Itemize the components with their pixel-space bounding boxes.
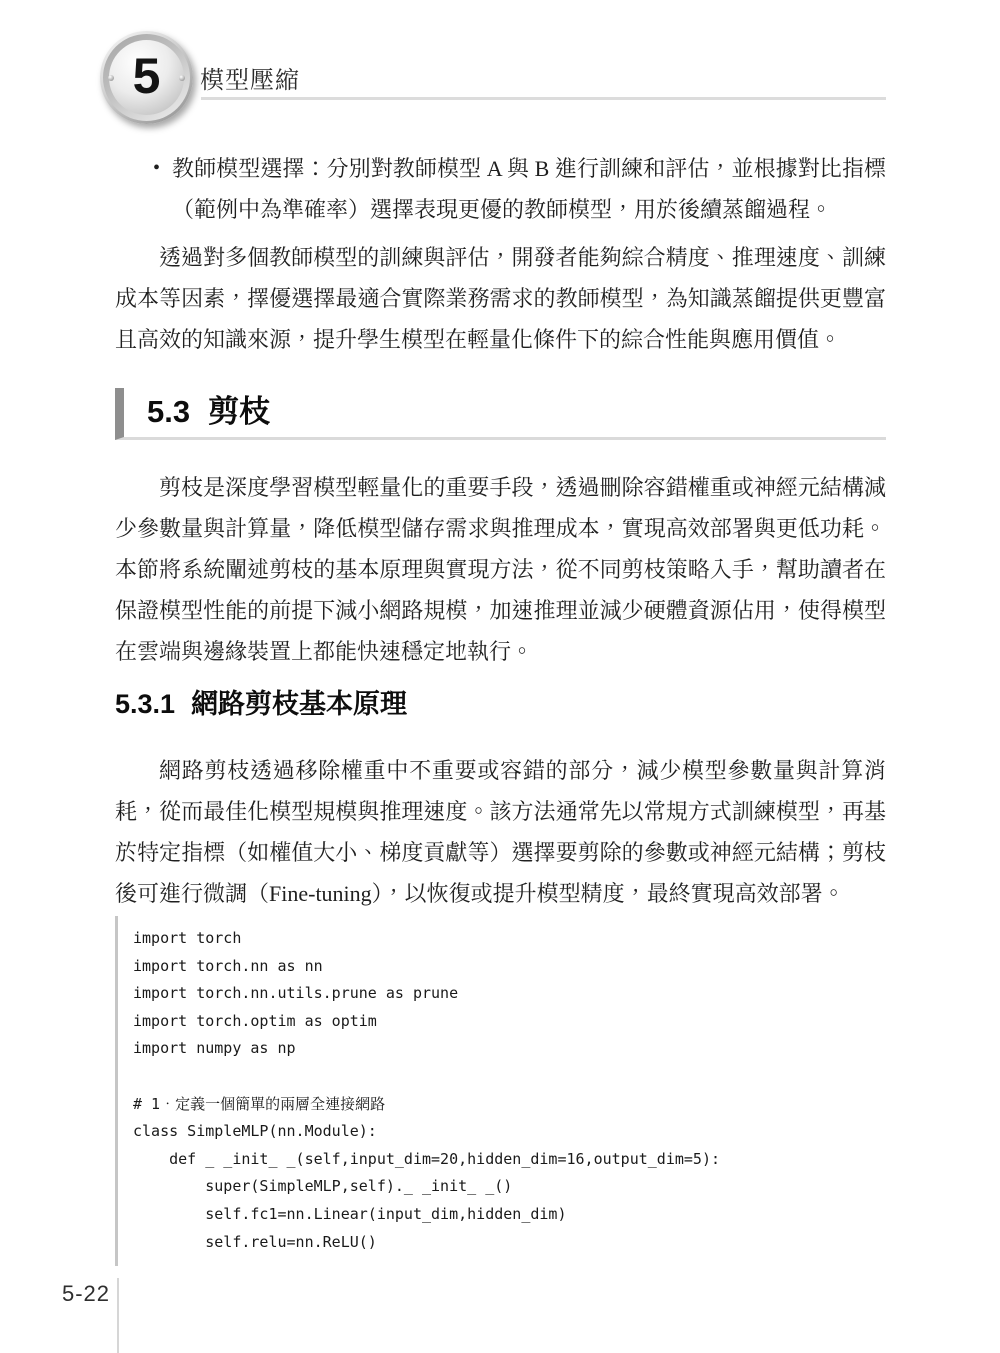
bullet-list-item [115,148,886,230]
code-line: self.relu=nn.ReLU() [133,1232,377,1251]
subsection-heading [115,685,886,723]
code-line: def _ _init_ _(self,input_dim=20,hidden_dim=16,output_dim=5): [133,1149,720,1168]
bullet-item-text: 教師模型選擇：分別對教師模型 A 與 B 進行訓練和評估，並根據對比指標（範例中為準確率）選擇表現更優的教師模型，用於後續蒸餾過程。 [172,156,886,222]
section-paragraph: 剪枝是深度學習模型輕量化的重要手段，透過刪除容錯權重或神經元結構減少參數量與計算量，降低模型儲存需求與推理成本，實現高效部署與更低功耗。本節將系統闡述剪枝的基本原理與實現方法，從不同剪枝策略入手，幫助讀者在保證模型性能的前提下減小網路規模，加速推理並減少硬體資源佔用，使得模型在雲端與邊緣裝置上都能快速穩定地執行。 [115,475,886,664]
code-line: self.fc1=nn.Linear(input_dim,hidden_dim) [133,1204,567,1223]
code-line: import torch.nn as nn [133,956,323,975]
badge-face [109,40,184,115]
code-line: super(SimpleMLP,self)._ _init_ _() [133,1177,513,1196]
subsection-number: 5.3.1 [115,689,176,719]
code-line: import torch.nn.utils.prune as prune [133,984,459,1003]
intro-paragraph: 透過對多個教師模型的訓練與評估，開發者能夠綜合精度、推理速度、訓練成本等因素，擇優選擇最適合實際業務需求的教師模型，為知識蒸餾提供更豐富且高效的知識來源，提升學生模型在輕量化條件下的綜合性能與應用價值。 [115,245,886,352]
code-block [115,916,886,1266]
section-number: 5.3 [147,394,191,429]
footer-divider [117,1278,119,1353]
code-line: # 1．定義一個簡單的兩層全連接網路 [133,1094,386,1113]
code-line: class SimpleMLP(nn.Module): [133,1122,377,1141]
section-name: 剪枝 [208,394,271,429]
chapter-number-badge [100,31,193,124]
code-line: import numpy as np [133,1039,296,1058]
code-line: import torch.optim as optim [133,1011,377,1030]
chapter-number: 5 [132,47,161,104]
page-content [115,148,886,1266]
header-divider [201,97,886,100]
chapter-title: 模型壓縮 [200,67,300,94]
code-line [133,1063,886,1091]
bullet-marker: • [153,157,161,179]
subsection-paragraph: 網路剪枝透過移除權重中不重要或容錯的部分，減少模型參數量與計算消耗，從而最佳化模型規模與推理速度。該方法通常先以常規方式訓練模型，再基於特定指標（如權值大小、梯度貢獻等）選擇要剪除的參數或神經元結構；剪枝後可進行微調（Fine-tuning），以恢復或提升模型精度，最終實現高效部署。 [115,758,886,906]
badge-screw-icon [108,75,114,81]
code-line: import torch [133,929,242,947]
chapter-header [0,0,1000,125]
badge-screw-icon [179,75,185,81]
subsection-name: 網路剪枝基本原理 [191,689,408,719]
page-number: 5-22 [62,1281,111,1306]
section-heading [115,388,886,440]
